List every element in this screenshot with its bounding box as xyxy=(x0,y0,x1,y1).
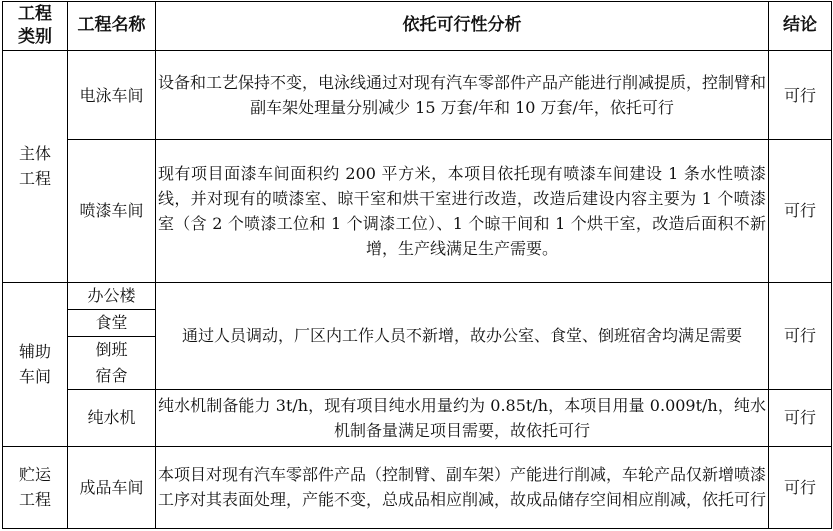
project-name-cell: 倒班 xyxy=(68,336,156,363)
table-row xyxy=(3,140,832,282)
analysis-cell: 纯水机制备能力 3t/h，现有项目纯水用量约为 0.85t/h，本项目用量 0.009t/h，纯水机制备量满足项目需要，故依托可行 xyxy=(156,389,769,446)
category-cell: 贮运工程 xyxy=(3,446,68,528)
header-category: 工程类别 xyxy=(3,2,68,51)
project-name-cell: 食堂 xyxy=(68,309,156,336)
analysis-cell: 本项目对现有汽车零部件产品（控制臂、副车架）产能进行削减，车轮产品仅新增喷漆工序对其表面处理，产能不变，总成品相应削减，故成品储存空间相应削减，依托可行 xyxy=(156,446,769,528)
category-cell: 主体工程 xyxy=(3,50,68,282)
project-name-cell: 喷漆车间 xyxy=(68,140,156,282)
feasibility-table xyxy=(2,1,832,529)
conclusion-cell: 可行 xyxy=(769,50,832,139)
analysis-cell: 设备和工艺保持不变，电泳线通过对现有汽车零部件产品产能进行削减提质，控制臂和副车架处理量分别减少 15 万套/年和 10 万套/年，依托可行 xyxy=(156,50,769,139)
header-analysis: 依托可行性分析 xyxy=(156,2,769,51)
project-name-cell: 办公楼 xyxy=(68,282,156,309)
header-row xyxy=(3,2,832,51)
conclusion-cell: 可行 xyxy=(769,446,832,528)
category-cell: 辅助车间 xyxy=(3,282,68,446)
header-conclusion: 结论 xyxy=(769,2,832,51)
table-row xyxy=(3,282,832,309)
analysis-cell: 现有项目面漆车间面积约 200 平方米，本项目依托现有喷漆车间建设 1 条水性喷漆线，并对现有的喷漆室、晾干室和烘干室进行改造，改造后建设内容主要为 1 个喷漆室（含 2 个喷漆工位和 1 个调漆工位）、1 个晾干间和 1 个烘干室，改造后面积不新增，生产线满足生产需要。 xyxy=(156,140,769,282)
table-row xyxy=(3,50,832,139)
project-name-cell: 纯水机 xyxy=(68,389,156,446)
project-name-cell: 成品车间 xyxy=(68,446,156,528)
analysis-cell: 通过人员调动，厂区内工作人员不新增，故办公室、食堂、倒班宿舍均满足需要 xyxy=(156,282,769,389)
conclusion-cell: 可行 xyxy=(769,282,832,389)
conclusion-cell: 可行 xyxy=(769,140,832,282)
project-name-cell: 宿舍 xyxy=(68,363,156,390)
table-row xyxy=(3,389,832,446)
table-row xyxy=(3,446,832,528)
conclusion-cell: 可行 xyxy=(769,389,832,446)
header-name: 工程名称 xyxy=(68,2,156,51)
project-name-cell: 电泳车间 xyxy=(68,50,156,139)
